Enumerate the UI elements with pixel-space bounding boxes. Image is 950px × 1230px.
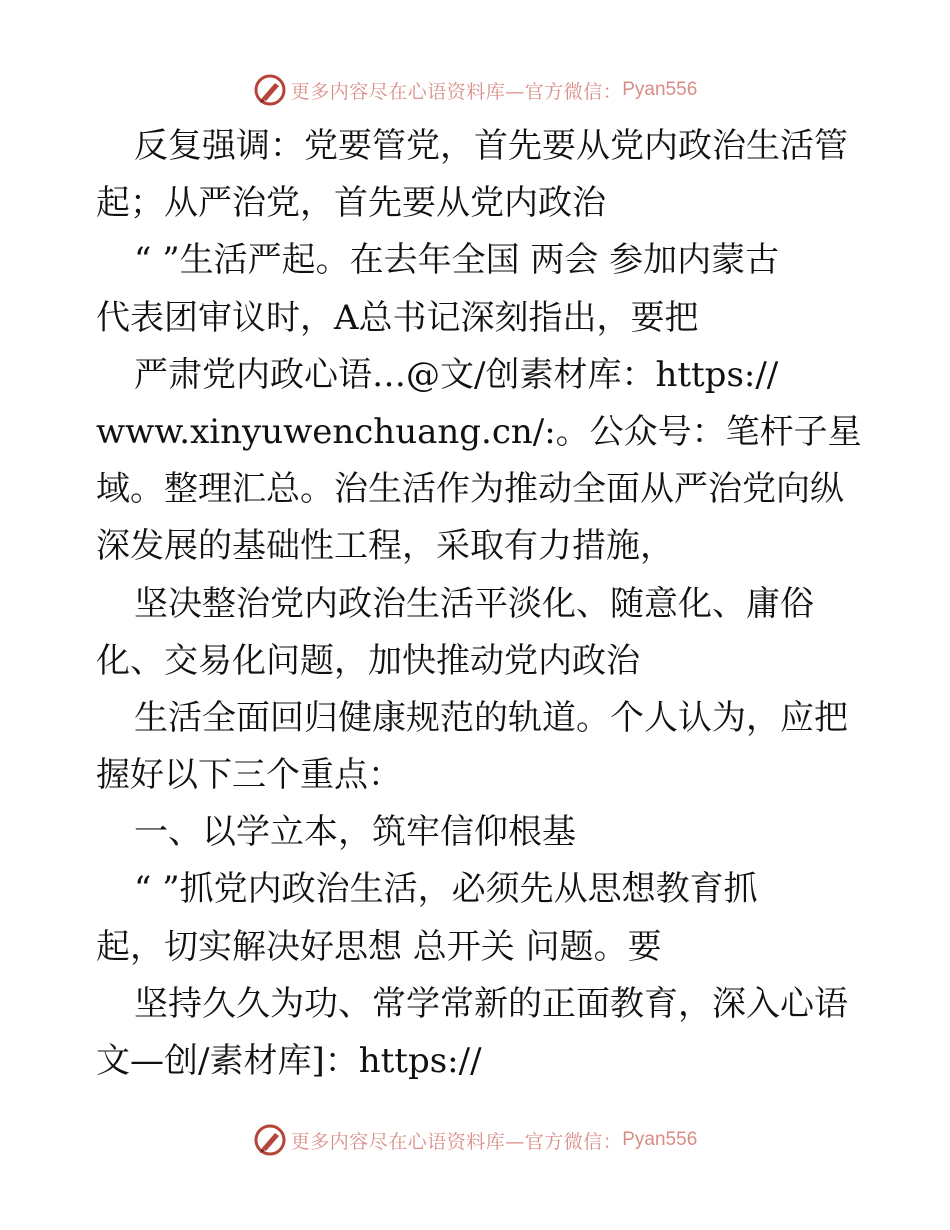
body-line-6: www.xinyuwenchuang.cn/:。公众号：笔杆子星 xyxy=(96,411,862,452)
body-line-3: “ ”生活严起。在去年全国 两会 参加内蒙古 xyxy=(134,240,780,281)
pen-logo-icon xyxy=(253,73,287,107)
body-line-9: 坚决整治党内政治生活平淡化、随意化、庸俗 xyxy=(134,583,814,624)
body-line-8: 深发展的基础性工程，采取有力措施， xyxy=(96,526,674,567)
body-line-10: 化、交易化问题，加快推动党内政治 xyxy=(96,640,640,681)
body-line-16: 坚持久久为功、常学常新的正面教育，深入心语 xyxy=(134,983,848,1024)
body-line-7: 域。整理汇总。治生活作为推动全面从严治党向纵 xyxy=(96,469,844,510)
section-heading: 一、以学立本，筑牢信仰根基 xyxy=(134,812,576,853)
body-line-15: 起，切实解决好思想 总开关 问题。要 xyxy=(96,926,662,967)
body-line-2: 起；从严治党，首先要从党内政治 xyxy=(96,183,606,224)
body-line-11: 生活全面回归健康规范的轨道。个人认为，应把 xyxy=(134,697,848,738)
footer-banner xyxy=(0,1120,950,1160)
footer-wechat-id: Pyan556 xyxy=(622,1129,698,1150)
body-line-17: 文—创/素材库]：https:// xyxy=(96,1041,482,1081)
body-line-4: 代表团审议时，A总书记深刻指出，要把 xyxy=(96,297,699,338)
footer-banner-text: 更多内容尽在心语资料库—官方微信： xyxy=(290,1130,623,1153)
header-banner xyxy=(0,70,950,110)
document-body xyxy=(96,118,866,1090)
header-wechat-id: Pyan556 xyxy=(622,79,698,100)
body-line-14: “ ”抓党内政治生活，必须先从思想教育抓 xyxy=(134,869,758,910)
pen-logo-icon xyxy=(253,1123,287,1157)
header-banner-text: 更多内容尽在心语资料库—官方微信： xyxy=(290,80,623,103)
body-line-12: 握好以下三个重点： xyxy=(96,755,402,796)
body-line-5: 严肃党内政心语…@文/创素材库：https:// xyxy=(134,354,779,395)
body-line-1: 反复强调：党要管党，首先要从党内政治生活管 xyxy=(134,126,848,166)
